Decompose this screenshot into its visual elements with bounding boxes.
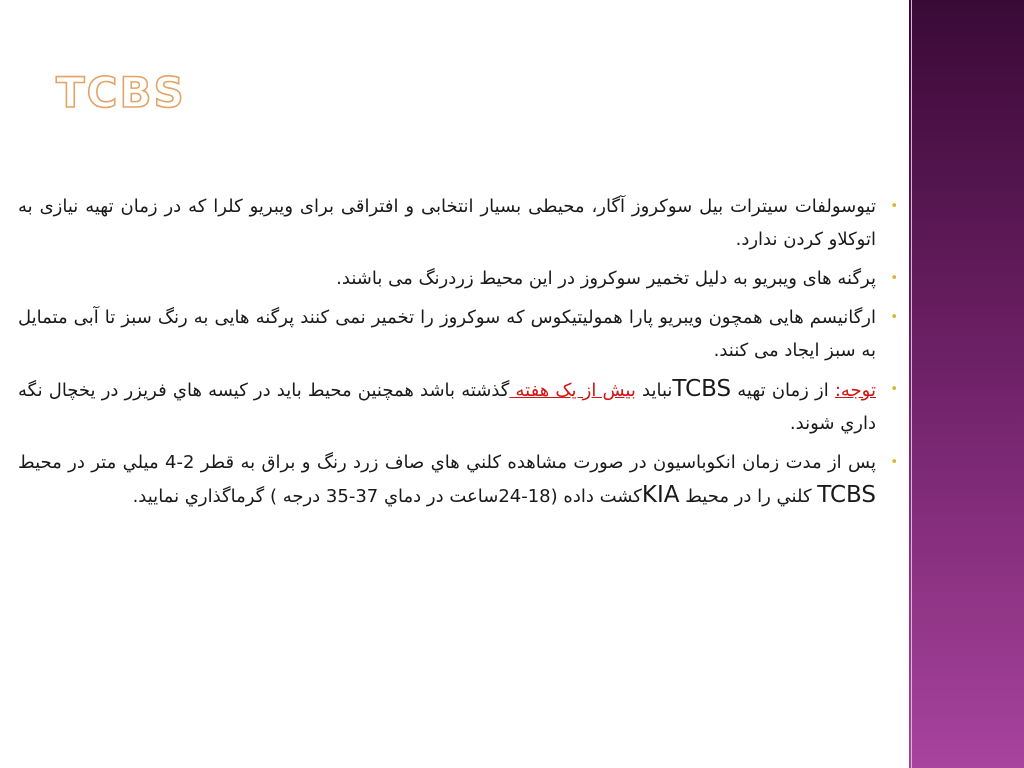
slide-content	[18, 190, 898, 519]
bullet-dot-icon: •	[890, 455, 898, 470]
bullet-dot-icon: •	[890, 271, 898, 286]
bullet-text-part: کشت داده (18-24ساعت در دماي 37-35 درجه ) گرماگذاري نمایید.	[132, 486, 642, 507]
tcbs-term: TCBS	[672, 376, 732, 402]
note-label: توجه:	[834, 380, 876, 401]
bullet-text: پرگنه های ویبریو به دلیل تخمیر سوکروز در این محیط زردرنگ می باشند.	[336, 268, 876, 289]
bullet-item	[18, 190, 898, 256]
side-divider-line	[907, 0, 909, 768]
bullet-dot-icon: •	[890, 199, 898, 214]
bullet-text-part: کلني را در محیط	[679, 486, 818, 507]
bullet-item-note	[18, 373, 898, 440]
bullet-text: ارگانیسم هایی همچون ویبریو پارا همولیتیکوس که سوکروز را تخمیر نمی کنند پرگنه هایی به رنگ سبز تا آبی متمایل به سبز ایجاد می کنند.	[18, 307, 876, 361]
bullet-text-part: نباید	[635, 380, 673, 401]
bullet-item	[18, 262, 898, 295]
bullet-text-part: پس از مدت زمان انکوباسیون در صورت مشاهده کلني هاي صاف زرد رنگ و براق به قطر 2-4 میلي متر در محیط	[18, 452, 877, 473]
tcbs-term: TCBS	[817, 482, 876, 508]
highlight-duration: بیش از یک هفته	[509, 380, 636, 401]
bullet-dot-icon: •	[890, 310, 898, 325]
bullet-text-part: گذشته باشد همچنین محیط باید در کیسه هاي فریزر در یخچال نگه داري شوند.	[18, 380, 876, 434]
bullet-item	[18, 446, 898, 513]
bullet-text-part: از زمان تهیه	[731, 380, 835, 401]
bullet-text: تیوسولفات سیترات بیل سوکروز آگار، محیطی بسیار انتخابی و افتراقی برای ویبریو کلرا که در زمان تهیه نیازی به اتوکلاو کردن ندارد.	[18, 196, 876, 250]
bullet-item	[18, 301, 898, 367]
decorative-side-stripe	[909, 0, 1024, 768]
kia-term: KIA	[641, 482, 680, 508]
slide-title: TCBS	[56, 68, 186, 117]
bullet-dot-icon: •	[890, 382, 898, 397]
side-divider-line-thin	[911, 0, 912, 768]
